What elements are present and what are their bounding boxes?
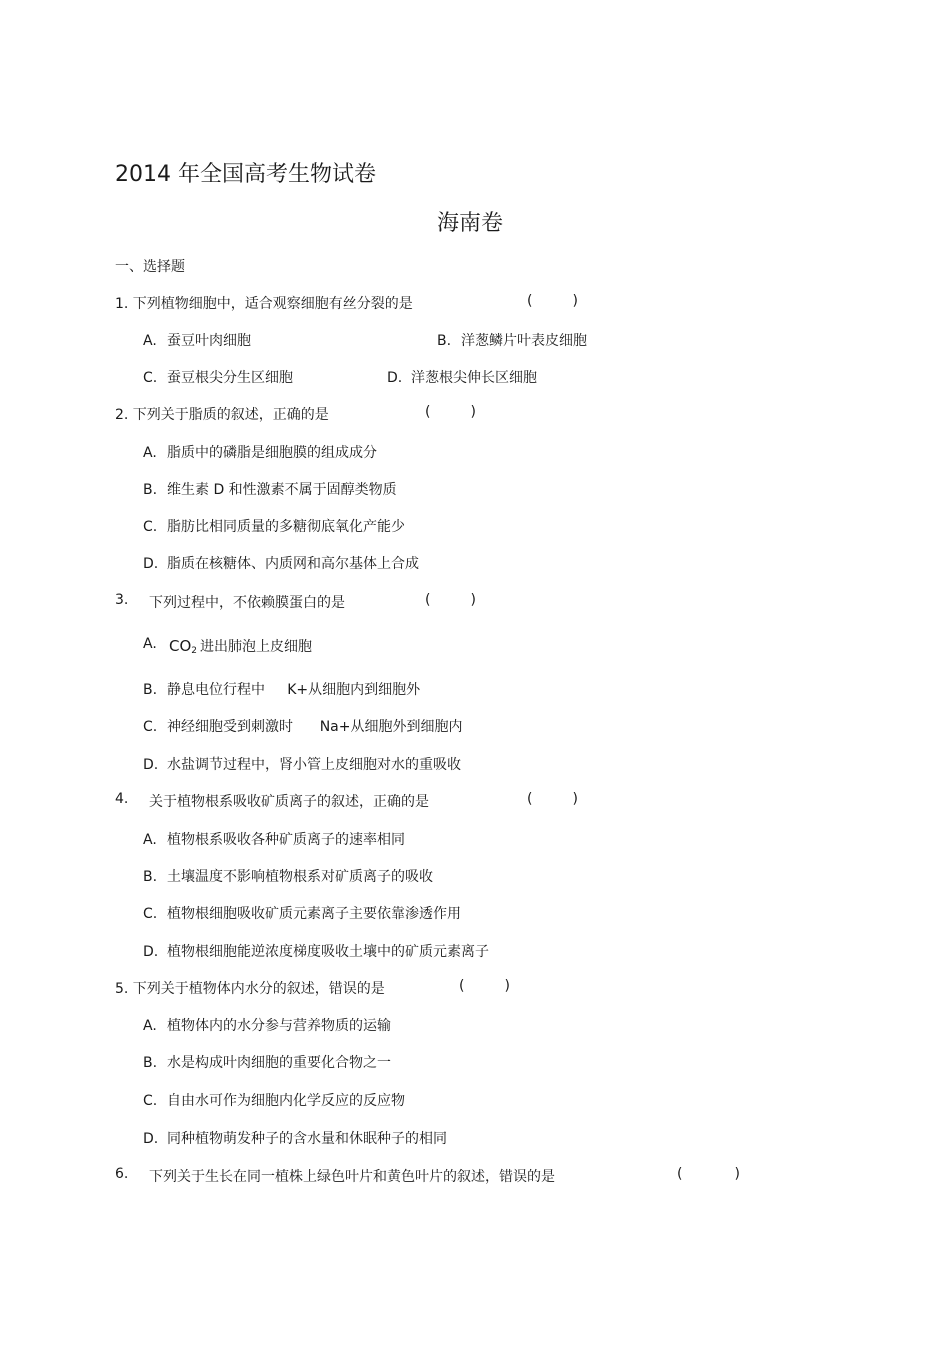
option-label: B. xyxy=(437,333,452,349)
question-5-option-b xyxy=(143,1052,391,1072)
paren-open: ( xyxy=(425,404,431,420)
question-4-option-a xyxy=(143,829,405,849)
question-6-number: 6. xyxy=(115,1166,129,1182)
question-1-option-d xyxy=(387,367,537,387)
option-text: 蚕豆叶肉细胞 xyxy=(167,333,251,349)
option-text: 植物根细胞能逆浓度梯度吸收土壤中的矿质元素离子 xyxy=(167,944,489,960)
question-5-stem: 5. 下列关于植物体内水分的叙述，错误的是 xyxy=(115,981,385,997)
paren-open: ( xyxy=(527,791,533,807)
question-5-answer-blank xyxy=(459,978,510,994)
question-1-option-b xyxy=(437,330,587,350)
formula-co: CO xyxy=(169,637,192,655)
question-2-answer-blank xyxy=(425,404,476,420)
question-4-answer-blank xyxy=(527,791,578,807)
question-1-option-c xyxy=(143,367,293,387)
option-label: C. xyxy=(143,906,158,922)
question-2-option-d xyxy=(143,553,419,573)
option-text: 蚕豆根尖分生区细胞 xyxy=(167,370,293,386)
question-3-option-d xyxy=(143,754,461,774)
question-5-option-d xyxy=(143,1128,447,1148)
option-text: 脂质在核糖体、内质网和高尔基体上合成 xyxy=(167,556,419,572)
option-label: D. xyxy=(387,370,403,386)
option-text: 洋葱鳞片叶表皮细胞 xyxy=(461,333,587,349)
option-text: 土壤温度不影响植物根系对矿质离子的吸收 xyxy=(167,869,433,885)
question-3-option-a xyxy=(143,636,312,656)
option-text: 洋葱根尖伸长区细胞 xyxy=(411,370,537,386)
paren-open: ( xyxy=(425,592,431,608)
paren-close: ) xyxy=(470,592,476,608)
question-3-option-b xyxy=(143,679,420,699)
question-5-option-a xyxy=(143,1015,391,1035)
option-text: 脂肪比相同质量的多糖彻底氧化产能少 xyxy=(167,519,405,535)
option-text: 进出肺泡上皮细胞 xyxy=(200,639,313,655)
option-text: 水是构成叶肉细胞的重要化合物之一 xyxy=(167,1055,391,1071)
option-text: 神经细胞受到刺激时 Na+从细胞外到细胞内 xyxy=(167,719,463,735)
option-text: 同种植物萌发种子的含水量和休眠种子的相同 xyxy=(167,1131,447,1147)
question-2-option-b xyxy=(143,479,397,499)
question-2-option-a xyxy=(143,442,377,462)
option-label: D. xyxy=(143,757,159,773)
option-label: A. xyxy=(143,445,157,461)
option-label: A. xyxy=(143,832,157,848)
section-heading: 一、选择题 xyxy=(115,259,185,275)
option-label: C. xyxy=(143,1093,158,1109)
exam-subtitle: 海南卷 xyxy=(437,211,504,236)
question-3-option-c xyxy=(143,716,462,736)
question-4-stem: 关于植物根系吸收矿质离子的叙述，正确的是 xyxy=(149,794,429,810)
paren-open: ( xyxy=(527,293,533,309)
question-4-option-d xyxy=(143,941,489,961)
paren-open: ( xyxy=(677,1166,683,1182)
option-text: 维生素 D 和性激素不属于固醇类物质 xyxy=(167,482,397,498)
question-4-option-b xyxy=(143,866,433,886)
paren-close: ) xyxy=(734,1166,740,1182)
option-label: B. xyxy=(143,482,158,498)
paren-close: ) xyxy=(470,404,476,420)
question-4-option-c xyxy=(143,903,461,923)
question-4-number: 4. xyxy=(115,791,129,807)
paren-close: ) xyxy=(504,978,510,994)
formula-subscript: 2 xyxy=(191,646,198,656)
option-text: 自由水可作为细胞内化学反应的反应物 xyxy=(167,1093,405,1109)
option-label: D. xyxy=(143,944,159,960)
paren-close: ) xyxy=(572,791,578,807)
option-label: B. xyxy=(143,1055,158,1071)
option-text: 水盐调节过程中，肾小管上皮细胞对水的重吸收 xyxy=(167,757,461,773)
option-label: B. xyxy=(143,869,158,885)
question-3-answer-blank xyxy=(425,592,476,608)
option-label: A. xyxy=(143,1018,157,1034)
option-label: A. xyxy=(143,333,157,349)
option-text: 植物体内的水分参与营养物质的运输 xyxy=(167,1018,391,1034)
question-5-option-c xyxy=(143,1090,405,1110)
question-3-number: 3. xyxy=(115,592,129,608)
option-text: 静息电位行程中 K+从细胞内到细胞外 xyxy=(167,682,421,698)
question-6-stem: 下列关于生长在同一植株上绿色叶片和黄色叶片的叙述，错误的是 xyxy=(149,1169,555,1185)
option-text: 植物根系吸收各种矿质离子的速率相同 xyxy=(167,832,405,848)
exam-title: 2014 年全国高考生物试卷 xyxy=(115,162,376,187)
question-1-answer-blank xyxy=(527,293,578,309)
co2-formula xyxy=(169,637,197,655)
question-2-stem: 2. 下列关于脂质的叙述，正确的是 xyxy=(115,407,329,423)
option-label: C. xyxy=(143,370,158,386)
paren-open: ( xyxy=(459,978,465,994)
option-label: D. xyxy=(143,556,159,572)
question-6-answer-blank xyxy=(677,1166,740,1182)
question-2-option-c xyxy=(143,516,405,536)
option-label: A. xyxy=(143,636,157,652)
option-label: C. xyxy=(143,519,158,535)
question-3-stem: 下列过程中，不依赖膜蛋白的是 xyxy=(149,595,345,611)
option-text: 脂质中的磷脂是细胞膜的组成成分 xyxy=(167,445,377,461)
question-1-stem: 1. 下列植物细胞中，适合观察细胞有丝分裂的是 xyxy=(115,296,413,312)
option-label: D. xyxy=(143,1131,159,1147)
question-1-option-a xyxy=(143,330,251,350)
option-label: B. xyxy=(143,682,158,698)
paren-close: ) xyxy=(572,293,578,309)
option-text: 植物根细胞吸收矿质元素离子主要依靠渗透作用 xyxy=(167,906,461,922)
option-label: C. xyxy=(143,719,158,735)
